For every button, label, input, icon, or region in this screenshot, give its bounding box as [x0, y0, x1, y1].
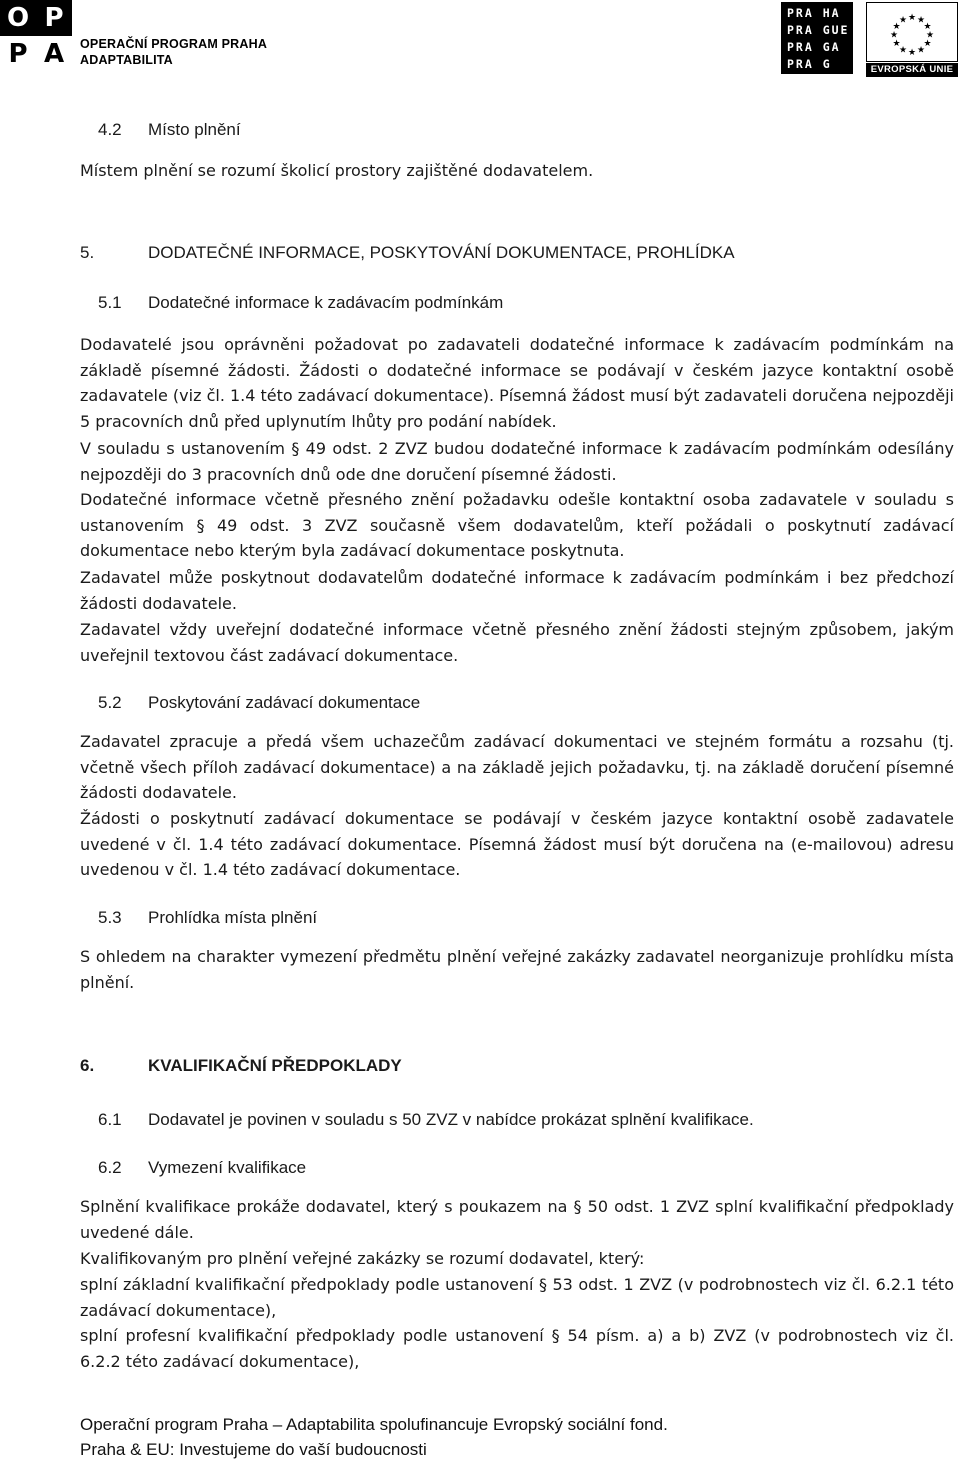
svg-text:★: ★ [907, 48, 917, 58]
page-header [0, 0, 960, 80]
section-heading-6-2 [80, 1158, 960, 1178]
svg-text:★: ★ [925, 30, 935, 41]
svg-text:★: ★ [923, 39, 932, 49]
paragraph: Zadavatel zpracuje a předá všem uchazečům zadávací dokumentaci ve stejném formátu a rozsahu (tj. včetně všech příloh zadávací dokumentace) a na základě jejich požadavku, tj. na základě doručení písemné žádosti dodavatele. [80, 732, 954, 802]
svg-text:★: ★ [916, 15, 926, 26]
page-footer [80, 1412, 960, 1462]
section-heading-6 [80, 1056, 954, 1076]
praha-row: PRA GA [787, 40, 841, 54]
eu-flag-icon [866, 2, 958, 62]
opp-line2: ADAPTABILITA [80, 53, 173, 67]
section-number: 5. [80, 243, 95, 262]
opp-program-name [80, 36, 267, 68]
paragraph: splní základní kvalifikační předpoklady podle ustanovení § 53 odst. 1 ZVZ (v podrobnostech viz čl. 6.2.1 této zadávací dokumentace), [80, 1275, 954, 1320]
eu-stars-icon [867, 3, 957, 61]
opp-letter: O [6, 3, 30, 33]
section-heading-5-2 [80, 693, 960, 713]
opp-letter: P [0, 36, 36, 72]
paragraph: Místem plnění se rozumí školicí prostory zajištěné dodavatelem. [80, 161, 594, 180]
praha-row: PRA GUE [787, 23, 850, 37]
praha-row: PRA G [787, 57, 832, 71]
footer-line2: Praha & EU: Investujeme do vaší budoucnosti [80, 1440, 427, 1459]
svg-text:★: ★ [898, 45, 908, 56]
section-title: Dodavatel je povinen v souladu s 50 ZVZ v nabídce prokázat splnění kvalifikace. [148, 1110, 754, 1129]
eu-label: EVROPSKÁ UNIE [866, 63, 958, 77]
section-heading-4-2 [80, 120, 960, 140]
paragraph: Žádosti o poskytnutí zadávací dokumentace se podávají v českém jazyce kontaktní osobě zadavatele uvedené v čl. 1.4 této zadávací dokumentace. Písemná žádost musí být doručena na (e-mailovou) adresu uvedenou v čl. 1.4 této zadávací dokumentace. [80, 809, 954, 879]
svg-text:★: ★ [907, 13, 917, 23]
section-title: Místo plnění [148, 120, 241, 139]
paragraph: V souladu s ustanovením § 49 odst. 2 ZVZ budou dodatečné informace k zadávacím podmínkám odesílány nejpozději do 3 pracovních dnů ode dne doručení písemné žádosti. [80, 439, 954, 484]
section-title: Poskytování zadávací dokumentace [148, 693, 421, 712]
section-heading-5-1 [80, 293, 960, 313]
section-heading-6-1 [80, 1110, 960, 1130]
section-number: 5.2 [98, 693, 122, 712]
opp-letter: A [36, 36, 72, 72]
svg-text:★: ★ [898, 15, 908, 26]
svg-text:★: ★ [923, 22, 932, 32]
svg-text:★: ★ [892, 39, 901, 49]
footer-line1: Operační program Praha – Adaptabilita spolufinancuje Evropský sociální fond. [80, 1415, 668, 1434]
opp-logo [0, 0, 72, 72]
section-title: DODATEČNÉ INFORMACE, POSKYTOVÁNÍ DOKUMENTACE, PROHLÍDKA [148, 243, 735, 262]
section-heading-5-3 [80, 908, 960, 928]
paragraph: splní profesní kvalifikační předpoklady podle ustanovení § 54 písm. a) a b) ZVZ (v podrobnostech viz čl. 6.2.2 této zadávací dokumentace), [80, 1326, 954, 1371]
svg-text:★: ★ [892, 22, 901, 32]
section-number: 5.1 [98, 293, 122, 312]
paragraph: Splnění kvalifikace prokáže dodavatel, který s poukazem na § 50 odst. 1 ZVZ splní kvalifikační předpoklady uvedené dále. [80, 1197, 954, 1242]
opp-letter: P [44, 3, 64, 33]
svg-text:★: ★ [889, 30, 899, 41]
section-number: 6. [80, 1056, 95, 1075]
section-number: 6.2 [98, 1158, 122, 1177]
paragraph: Dodatečné informace včetně přesného znění požadavku odešle kontaktní osoba zadavatele v souladu s ustanovením § 49 odst. 3 ZVZ současně všem dodavatelům, kteří požádali o poskytnutí zadávací dokumentace nebo kterým byla zadávací dokumentace poskytnuta. [80, 490, 954, 560]
section-number: 5.3 [98, 908, 122, 927]
praha-logo [781, 2, 853, 74]
section-title: KVALIFIKAČNÍ PŘEDPOKLADY [148, 1056, 402, 1075]
section-title: Dodatečné informace k zadávacím podmínkám [148, 293, 504, 312]
section-number: 4.2 [98, 120, 122, 139]
paragraph: Zadavatel vždy uveřejní dodatečné informace včetně přesného znění žádosti stejným způsobem, jakým uveřejnil textovou část zadávací dokumentace. [80, 620, 954, 665]
section-heading-5 [80, 243, 954, 263]
opp-line1: OPERAČNÍ PROGRAM PRAHA [80, 37, 268, 51]
paragraph: Kvalifikovaným pro plnění veřejné zakázky se rozumí dodavatel, který: [80, 1249, 645, 1268]
section-title: Prohlídka místa plnění [148, 908, 318, 927]
praha-row: PRA HA [787, 6, 841, 20]
section-number: 6.1 [98, 1110, 122, 1129]
svg-text:★: ★ [916, 45, 926, 56]
paragraph: S ohledem na charakter vymezení předmětu plnění veřejné zakázky zadavatel neorganizuje prohlídku místa plnění. [80, 947, 954, 992]
paragraph: Zadavatel může poskytnout dodavatelům dodatečné informace k zadávacím podmínkám i bez předchozí žádosti dodavatele. [80, 568, 954, 613]
paragraph: Dodavatelé jsou oprávněni požadovat po zadavateli dodatečné informace k zadávacím podmínkám na základě písemné žádosti. Žádosti o dodatečné informace se podávají v českém jazyce kontaktní osobě zadavatele (viz čl. 1.4 této zadávací dokumentace). Písemná žádost musí být zadavateli doručena nejpozději 5 pracovních dnů před uplynutím lhůty pro podání nabídek. [80, 335, 954, 431]
section-title: Vymezení kvalifikace [148, 1158, 307, 1177]
